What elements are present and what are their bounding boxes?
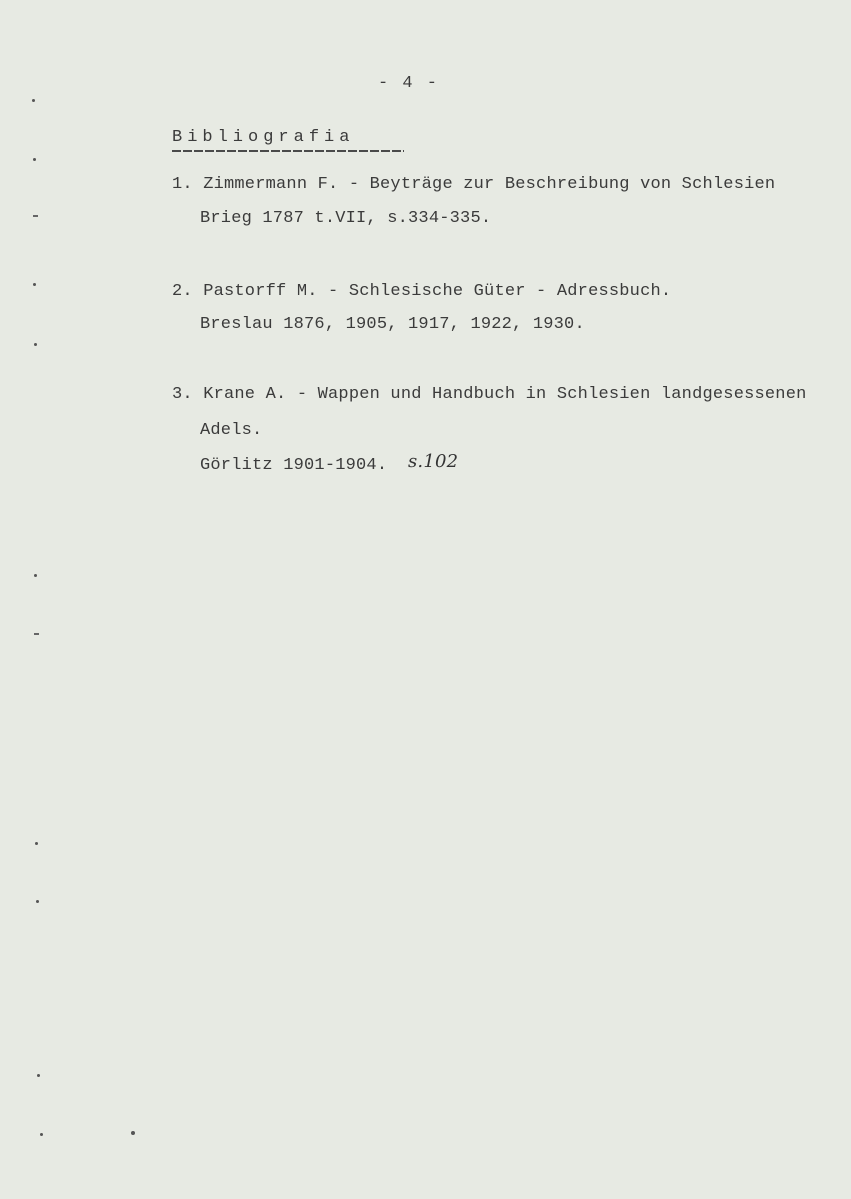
margin-speck <box>34 343 37 346</box>
margin-speck <box>36 900 39 903</box>
bibliography-heading: Bibliografia <box>172 128 355 147</box>
margin-speck <box>37 1074 40 1077</box>
margin-speck <box>131 1131 135 1135</box>
margin-speck <box>33 283 36 286</box>
margin-speck <box>40 1133 43 1136</box>
handwritten-page-note: s.102 <box>408 451 459 472</box>
margin-speck <box>33 158 36 161</box>
entry-3-line-2: Adels. <box>200 421 263 440</box>
margin-speck <box>32 99 35 102</box>
margin-speck <box>35 842 38 845</box>
entry-2-line-2: Breslau 1876, 1905, 1917, 1922, 1930. <box>200 315 585 334</box>
entry-1-line-2: Brieg 1787 t.VII, s.334-335. <box>200 209 492 228</box>
entry-3-line-3: Görlitz 1901-1904. <box>200 456 388 475</box>
margin-speck <box>34 633 39 635</box>
margin-speck <box>33 215 38 217</box>
entry-2-line-1: 2. Pastorff M. - Schlesische Güter - Adressbuch. <box>172 282 672 301</box>
entry-1-line-1: 1. Zimmermann F. - Beyträge zur Beschreibung von Schlesien <box>172 175 776 194</box>
entry-3-line-1: 3. Krane A. - Wappen und Handbuch in Schlesien landgesessenen <box>172 385 807 404</box>
page-number: - 4 - <box>378 74 440 93</box>
heading-underline <box>172 150 404 152</box>
margin-speck <box>34 574 37 577</box>
